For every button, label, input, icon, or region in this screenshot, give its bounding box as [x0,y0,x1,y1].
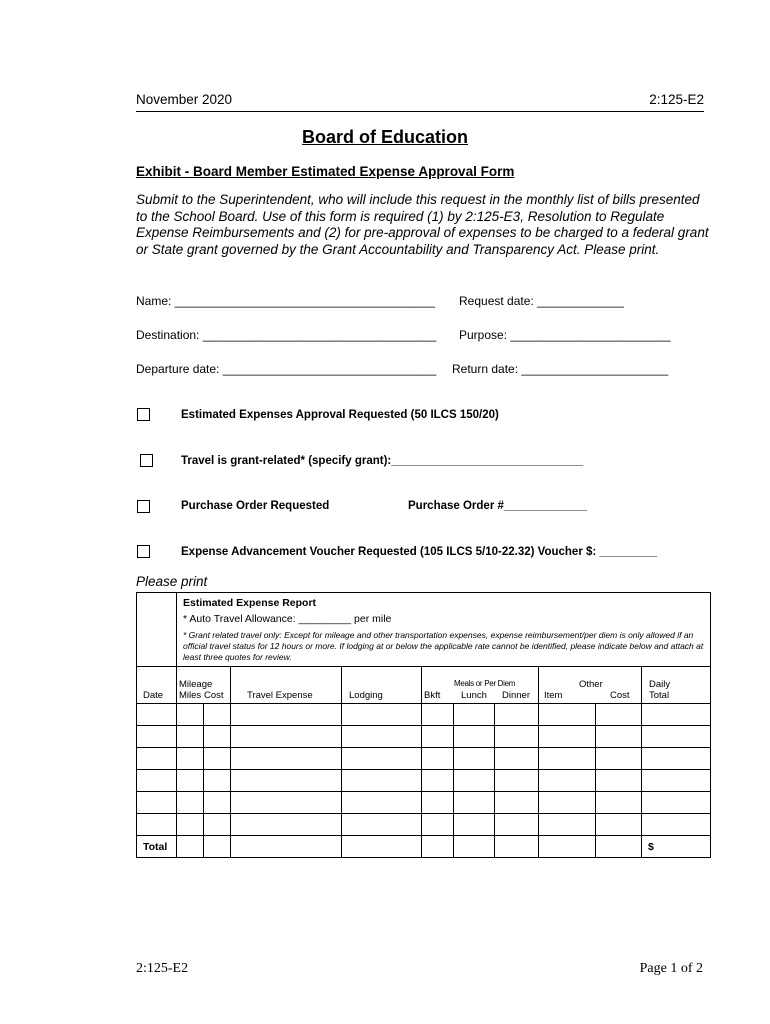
col-lunch-label: Lunch [461,690,487,701]
total-cell[interactable] [342,836,422,858]
report-header-spacer [137,593,177,667]
entry-cell[interactable] [231,770,342,792]
entry-cell[interactable] [204,814,231,836]
entry-cell[interactable] [539,792,596,814]
total-row [137,836,711,858]
total-cell[interactable] [495,836,539,858]
table-row [137,704,711,726]
entry-cell[interactable] [422,814,454,836]
col-total-label: Total [649,690,670,701]
entry-cell[interactable] [596,770,642,792]
entry-cell[interactable] [177,748,204,770]
col-other [539,667,642,704]
col-other-label: Other [579,679,603,690]
grand-total-cell[interactable]: $ [642,836,711,858]
total-row-label: Total [137,836,177,858]
estimated-expenses-checkbox[interactable] [137,408,150,421]
entry-cell[interactable] [137,814,177,836]
total-cell[interactable] [422,836,454,858]
col-dinner-label: Dinner [502,690,530,701]
entry-cell[interactable] [454,726,495,748]
entry-cell[interactable] [231,726,342,748]
entry-cell[interactable] [495,814,539,836]
entry-cell[interactable] [642,792,711,814]
entry-cell[interactable] [342,726,422,748]
total-cell[interactable] [454,836,495,858]
entry-cell[interactable] [454,704,495,726]
destination-field[interactable]: Destination: ___________________________________ [136,328,437,342]
total-cell[interactable] [231,836,342,858]
entry-cell[interactable] [642,814,711,836]
purchase-order-label: Purchase Order Requested [181,500,330,512]
table-row [137,770,711,792]
table-row [137,726,711,748]
entry-cell[interactable] [454,814,495,836]
grant-related-label: Travel is grant-related* (specify grant):______________________________ [181,455,584,467]
col-date [137,667,177,704]
entry-cell[interactable] [137,770,177,792]
entry-cell[interactable] [495,726,539,748]
header-date: November 2020 [136,92,233,107]
entry-cell[interactable] [137,748,177,770]
entry-cell[interactable] [342,748,422,770]
purchase-order-number-field[interactable]: Purchase Order #_____________ [408,500,588,512]
entry-cell[interactable] [596,792,642,814]
footer-page-number: Page 1 of 2 [639,961,703,976]
intro-paragraph: Submit to the Superintendent, who will include this request in the monthly list of bills presented to the School Board. Use of this form is required (1) by 2:125-E3, Resolution to Regulate Expense Reimbursements and (2) for pre-approval of expenses to be charged to a federal grant or State grant governed by the Grant Accountability and Transparency Act. Please print. [136,192,709,257]
entry-cell[interactable] [495,704,539,726]
auto-travel-allowance[interactable]: * Auto Travel Allowance: _________ per mile [183,613,392,625]
entry-cell[interactable] [422,748,454,770]
please-print-note: Please print [136,574,208,589]
expense-report-table [136,592,711,858]
estimated-expenses-label: Estimated Expenses Approval Requested (50 ILCS 150/20) [181,409,499,421]
departure-date-field[interactable]: Departure date: ________________________________ [136,362,437,376]
entry-cell[interactable] [342,770,422,792]
entry-cell[interactable] [539,704,596,726]
col-travel [231,667,342,704]
entry-cell[interactable] [642,704,711,726]
entry-cell[interactable] [454,770,495,792]
entry-cell[interactable] [342,704,422,726]
entry-cell[interactable] [495,792,539,814]
col-daily-total [642,667,711,704]
page-title: Board of Education [302,127,468,147]
grant-travel-note: * Grant related travel only: Except for mileage and other transportation expenses, expense reimbursement/per diem is only allowed if an official travel status for 12 hours or more. If lodging at or below the applicable rate cannot be identified, please indicate below and attach at least three quotes for review. [183,630,704,662]
return-date-field[interactable]: Return date: ______________________ [452,362,669,376]
col-mileage-cost-label: Cost [204,690,224,701]
entry-cell[interactable] [204,704,231,726]
entry-cell[interactable] [231,704,342,726]
entry-cell[interactable] [642,726,711,748]
table-row [137,748,711,770]
col-date-label: Date [143,690,164,701]
request-date-field[interactable]: Request date: _____________ [459,294,624,308]
entry-cell[interactable] [596,704,642,726]
report-title: Estimated Expense Report [183,597,317,609]
form-subtitle: Exhibit - Board Member Estimated Expense Approval Form [136,164,515,179]
col-daily-label: Daily [649,679,671,690]
entry-cell[interactable] [422,770,454,792]
purchase-order-checkbox[interactable] [137,500,150,513]
entry-cell[interactable] [342,814,422,836]
col-meals-label: Meals or Per Diem [454,679,516,688]
entry-cell[interactable] [539,726,596,748]
grant-related-checkbox[interactable] [140,454,153,467]
purpose-field[interactable]: Purpose: ________________________ [459,328,671,342]
entry-cell[interactable] [204,748,231,770]
entry-cell[interactable] [204,770,231,792]
entry-cell[interactable] [177,792,204,814]
entry-cell[interactable] [204,792,231,814]
entry-cell[interactable] [177,704,204,726]
entry-cell[interactable] [539,814,596,836]
col-lodging-label: Lodging [349,690,383,701]
entry-cell[interactable] [495,770,539,792]
name-field[interactable]: Name: _______________________________________ [136,294,435,308]
table-row [137,792,711,814]
total-cell[interactable] [596,836,642,858]
col-travel-label: Travel Expense [247,690,313,701]
entry-cell[interactable] [454,792,495,814]
entry-cell[interactable] [177,814,204,836]
entry-cell[interactable] [177,770,204,792]
report-header [177,593,711,667]
header-code: 2:125-E2 [649,92,704,107]
entry-cell[interactable] [231,748,342,770]
entry-cell[interactable] [642,770,711,792]
entry-cell[interactable] [177,726,204,748]
entry-cell[interactable] [204,726,231,748]
entry-cell[interactable] [596,814,642,836]
entry-cell[interactable] [231,792,342,814]
advancement-voucher-label: Expense Advancement Voucher Requested (105 ILCS 5/10-22.32) Voucher $: _________ [181,546,657,558]
col-mileage [177,667,231,704]
col-miles-label: Miles [179,690,202,701]
entry-cell[interactable] [422,726,454,748]
entry-cell[interactable] [422,792,454,814]
entry-cell[interactable] [539,770,596,792]
entry-cell[interactable] [422,704,454,726]
table-row [137,814,711,836]
entry-cell[interactable] [137,792,177,814]
col-mileage-label: Mileage [179,679,213,690]
header-rule [136,111,704,112]
col-meals [422,667,539,704]
entry-cell[interactable] [137,726,177,748]
advancement-voucher-checkbox[interactable] [137,545,150,558]
footer-code: 2:125-E2 [136,961,189,976]
entry-cell[interactable] [231,814,342,836]
entry-cell[interactable] [596,726,642,748]
entry-cell[interactable] [495,748,539,770]
total-cell[interactable] [539,836,596,858]
entry-cell[interactable] [137,704,177,726]
entry-cell[interactable] [596,748,642,770]
entry-cell[interactable] [342,792,422,814]
col-item-label: Item [544,690,563,701]
col-other-cost-label: Cost [610,690,630,701]
entry-cell[interactable] [454,748,495,770]
col-lodging [342,667,422,704]
total-cell[interactable] [204,836,231,858]
total-cell[interactable] [177,836,204,858]
entry-cell[interactable] [539,748,596,770]
entry-cell[interactable] [642,748,711,770]
col-bkft-label: Bkft [424,690,441,701]
